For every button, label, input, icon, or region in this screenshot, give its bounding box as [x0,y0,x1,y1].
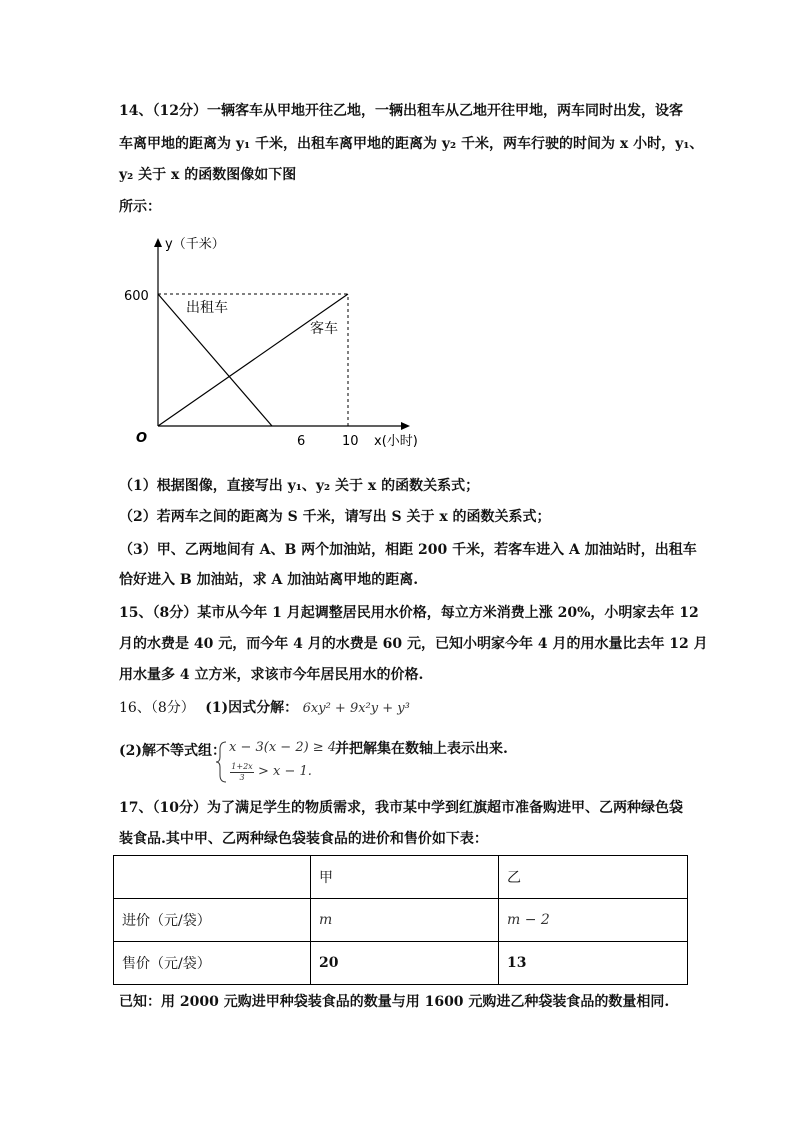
q15-line-2: 月的水费是 40 元，而今年 4 月的水费是 60 元，已知小明家今年 4 月的用水量比去年 12 月 [119,636,708,652]
q15-line-1: 15、（8分）某市从今年 1 月起调整居民用水价格，每立方米消费上涨 20%，小明家去年 12 [119,605,699,621]
price-table [113,855,688,985]
x-tick-10: 10 [342,434,359,449]
table-cell: m [311,899,499,942]
y-axis-label: y（千米） [165,237,225,252]
table-cell: 售价（元/袋） [114,942,311,985]
table-header-cell: 甲 [311,856,499,899]
q14-line-3: y₂ 关于 x 的函数图像如下图 [119,167,297,183]
x-axis-arrow [401,422,410,430]
q14-sub-1: （1）根据图像，直接写出 y₁、y₂ 关于 x 的函数关系式； [119,478,480,494]
x-tick-6: 6 [297,434,306,449]
table-row [114,942,688,985]
q16-expression-1: 6xy² + 9x²y + y³ [302,701,410,716]
q16-line-1 [119,699,410,718]
distance-time-graph [118,230,448,455]
fraction-denominator: 3 [239,773,245,782]
q16-part-2: (2)解不等式组： [119,743,226,759]
origin-label: O [136,431,148,446]
table-cell: 20 [311,942,499,985]
table-header-row [114,856,688,899]
q17-line-2: 装食品.其中甲、乙两种绿色袋装食品的进价和售价如下表： [119,831,488,847]
inequality-1: x − 3(x − 2) ≥ 4, [229,740,341,755]
inequality-2-fraction [230,762,254,783]
bus-label: 客车 [310,321,338,337]
q16-label: 16、（8分） [119,700,195,716]
left-brace-icon [215,740,229,784]
q16-instruction: 并把解集在数轴上表示出来. [335,741,508,757]
q14-line-4: 所示： [119,199,161,215]
q14-line-1: 14、（12分）一辆客车从甲地开往乙地，一辆出租车从乙地开往甲地，两车同时出发，设客 [119,103,683,119]
inequality-2-rest: > x − 1. [258,764,312,779]
y-axis-arrow [154,238,162,247]
x-axis-label: x(小时) [374,434,418,449]
q14-sub-3a: （3）甲、乙两地间有 A、B 两个加油站，相距 200 千米，若客车进入 A 加油站时，出租车 [119,542,697,558]
table-cell: m − 2 [499,899,688,942]
table-row [114,899,688,942]
inequality-system [215,740,341,784]
q14-sub-2: （2）若两车之间的距离为 S 千米，请写出 S 关于 x 的函数关系式； [119,509,551,525]
table-cell: 进价（元/袋） [114,899,311,942]
table-header-cell [114,856,311,899]
fraction-numerator: 1+2x [231,762,253,771]
q16-part-1: (1)因式分解： [205,700,299,716]
table-cell: 13 [499,942,688,985]
q15-line-3: 用水量多 4 立方米，求该市今年居民用水的价格. [119,667,424,683]
table-header-cell: 乙 [499,856,688,899]
taxi-label: 出租车 [186,300,228,316]
q14-line-2: 车离甲地的距离为 y₁ 千米，出租车离甲地的距离为 y₂ 千米，两车行驶的时间为 x 小时，y₁、 [119,136,704,152]
q17-line-1: 17、（10分）为了满足学生的物质需求，我市某中学到红旗超市准备购进甲、乙两种绿色袋 [119,800,683,816]
y-tick-600: 600 [124,289,149,304]
q17-known-info: 已知：用 2000 元购进甲种袋装食品的数量与用 1600 元购进乙种袋装食品的数量相同. [119,994,670,1010]
q14-sub-3b: 恰好进入 B 加油站，求 A 加油站离甲地的距离. [119,572,419,588]
